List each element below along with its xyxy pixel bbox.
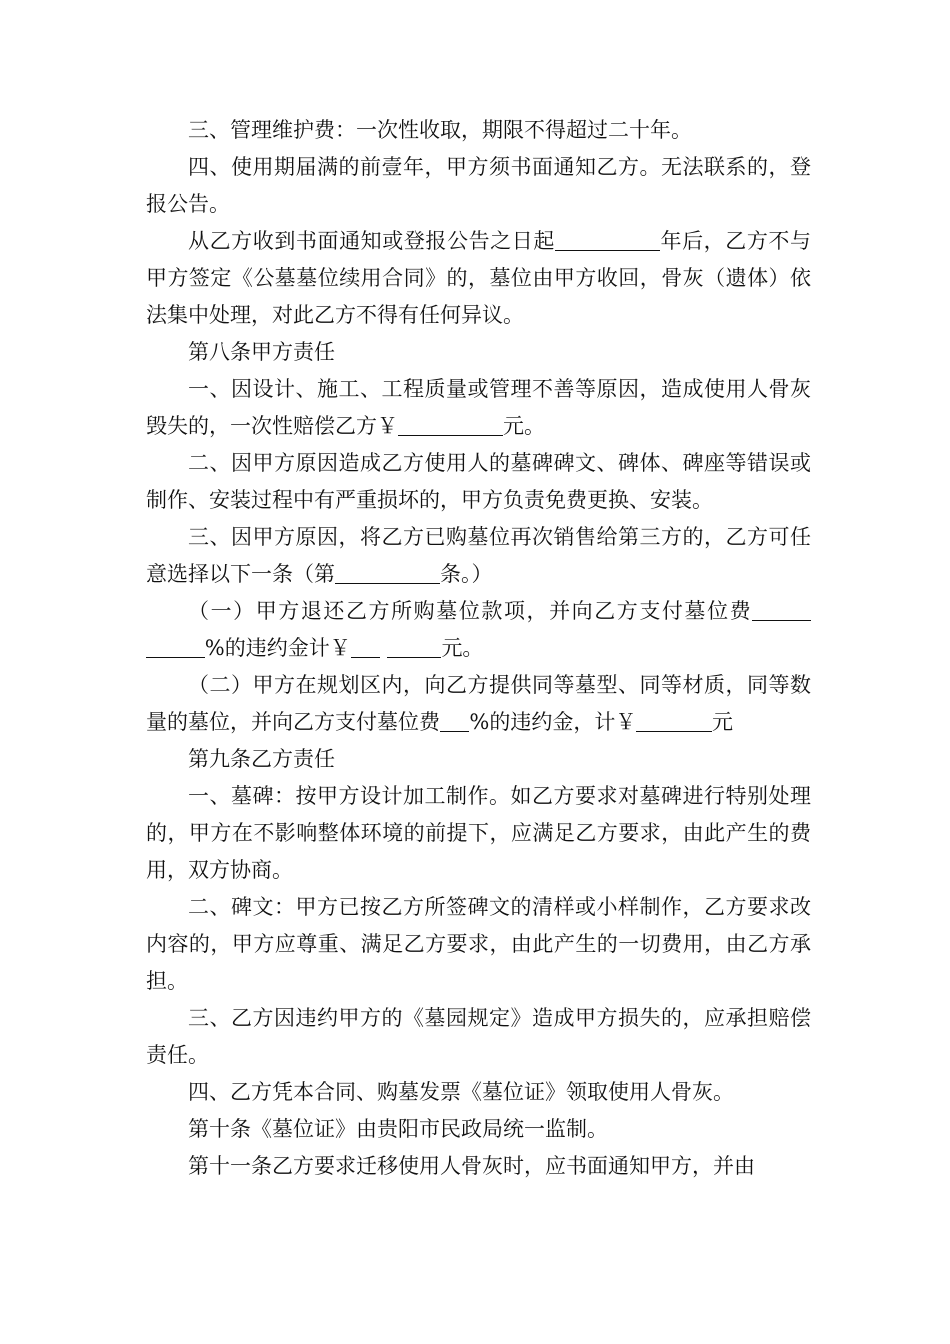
paragraph-text: %的违约金计￥ [204, 636, 351, 660]
fill-in-blank[interactable] [636, 710, 712, 732]
paragraph-text: 四、乙方凭本合同、购墓发票《墓位证》领取使用人骨灰。 [188, 1080, 734, 1104]
paragraph-text: 第十一条乙方要求迁移使用人骨灰时，应书面通知甲方，并由 [188, 1154, 755, 1178]
paragraph-text: 二、碑文：甲方已按乙方所签碑文的清样或小样制作，乙方要求改内容的，甲方应尊重、满足乙方要求，由此产生的一切费用，由乙方承担。 [146, 895, 811, 993]
paragraph-text: 二、因甲方原因造成乙方使用人的墓碑碑文、碑体、碑座等错误或制作、安装过程中有严重损坏的，甲方负责免费更换、安装。 [146, 451, 811, 512]
paragraph-p14 [146, 1074, 811, 1111]
paragraph-p7 [146, 519, 811, 593]
paragraph-text: %的违约金，计￥ [469, 710, 637, 734]
fill-in-blank[interactable] [398, 414, 503, 436]
paragraph-text: （一）甲方退还乙方所购墓位款项，并向乙方支付墓位费 [188, 599, 753, 623]
paragraph-text: 三、管理维护费：一次性收取，期限不得超过二十年。 [188, 118, 692, 142]
paragraph-text: 年后，乙方不与甲方签定《公墓墓位续用合同》的，墓位由甲方收回，骨灰（遗体）依法集中处理，对此乙方不得有任何异议。 [146, 229, 812, 327]
paragraph-p10 [146, 741, 811, 778]
fill-in-blank[interactable] [335, 562, 440, 584]
paragraph-p9 [146, 667, 811, 741]
paragraph-text: 第八条甲方责任 [188, 340, 335, 364]
paragraph-p15 [146, 1111, 811, 1148]
paragraph-p2 [146, 149, 811, 223]
paragraph-p1 [146, 112, 811, 149]
paragraph-p12 [146, 889, 811, 1000]
fill-in-blank[interactable] [555, 229, 660, 251]
paragraph-p5 [146, 371, 811, 445]
paragraph-text: 元。 [503, 414, 545, 438]
paragraph-p16 [146, 1148, 811, 1185]
paragraph-text: 元。 [441, 636, 484, 660]
paragraph-text: 三、因甲方原因，将乙方已购墓位再次销售给第三方的，乙方可任意选择以下一条（第 [146, 525, 811, 586]
paragraph-text: 一、因设计、施工、工程质量或管理不善等原因，造成使用人骨灰毁失的，一次性赔偿乙方￥ [146, 377, 811, 438]
paragraph-text: 四、使用期届满的前壹年，甲方须书面通知乙方。无法联系的，登报公告。 [146, 155, 811, 216]
paragraph-text [380, 636, 387, 660]
paragraph-text: 第十条《墓位证》由贵阳市民政局统一监制。 [188, 1117, 608, 1141]
paragraph-p3 [146, 223, 811, 334]
paragraph-p6 [146, 445, 811, 519]
fill-in-blank[interactable] [752, 599, 811, 621]
fill-in-blank[interactable] [387, 636, 442, 658]
paragraph-p8 [146, 593, 811, 667]
paragraph-p4 [146, 334, 811, 371]
paragraph-text: 元 [711, 710, 733, 734]
paragraph-text: 从乙方收到书面通知或登报公告之日起 [188, 229, 555, 253]
document-body [146, 112, 811, 1185]
fill-in-blank[interactable] [146, 636, 205, 658]
paragraph-text: 一、墓碑：按甲方设计加工制作。如乙方要求对墓碑进行特别处理的，甲方在不影响整体环境的前提下，应满足乙方要求，由此产生的费用，双方协商。 [146, 784, 811, 882]
paragraph-p13 [146, 1000, 811, 1074]
paragraph-text: （二）甲方在规划区内，向乙方提供同等墓型、同等材质，同等数量的墓位，并向乙方支付墓位费 [146, 673, 811, 734]
fill-in-blank[interactable] [351, 636, 380, 658]
paragraph-text: 三、乙方因违约甲方的《墓园规定》造成甲方损失的，应承担赔偿责任。 [146, 1006, 811, 1067]
paragraph-text: 条。） [440, 562, 493, 586]
fill-in-blank[interactable] [440, 710, 469, 732]
paragraph-text: 第九条乙方责任 [188, 747, 335, 771]
paragraph-p11 [146, 778, 811, 889]
